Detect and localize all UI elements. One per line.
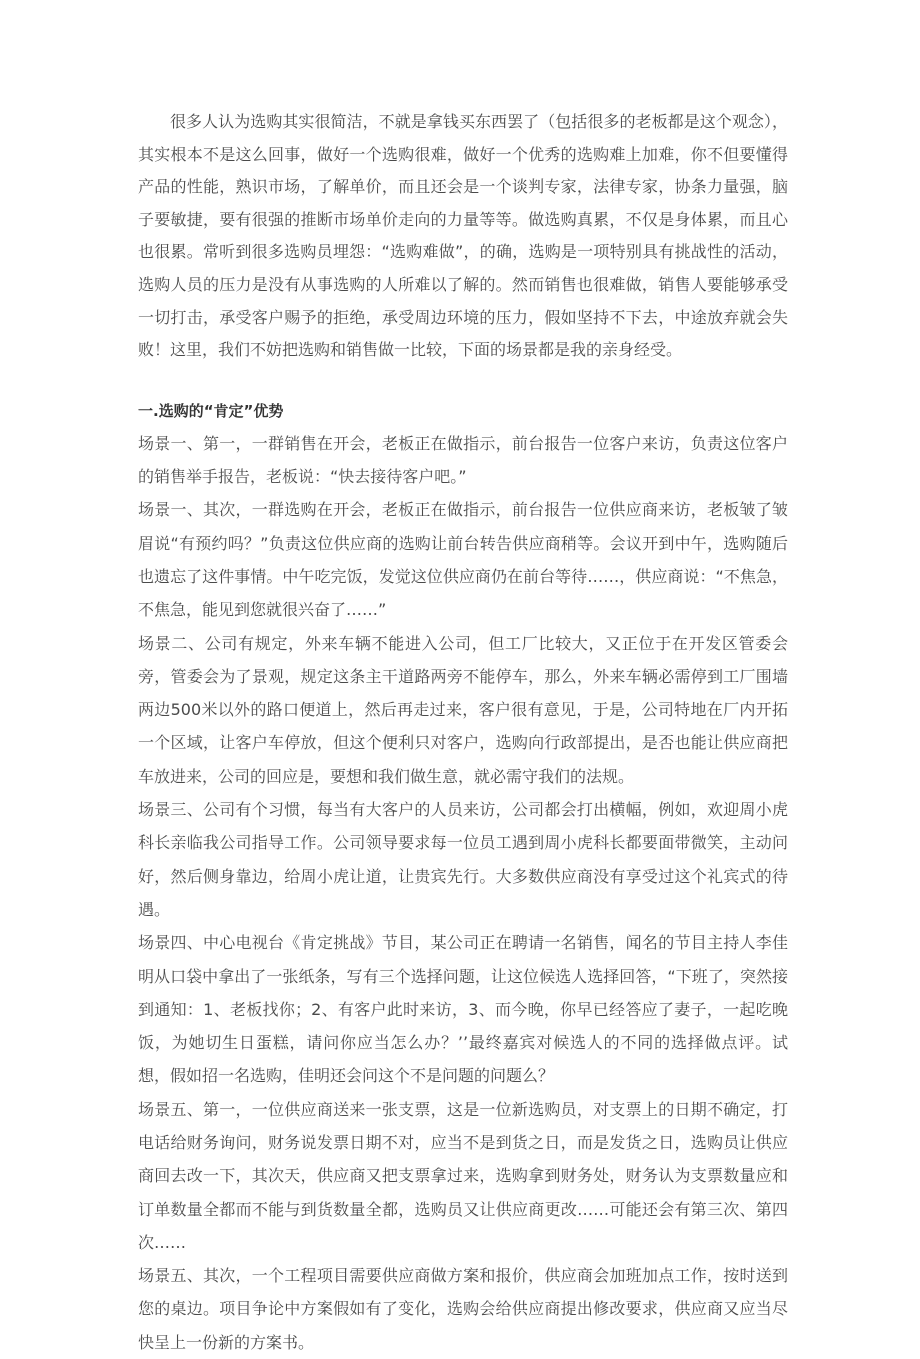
- scene-1b-paragraph: 场景一、其次，一群选购在开会，老板正在做指示，前台报告一位供应商来访，老板皱了皱眉说“有预约吗？”负责这位供应商的选购让前台转告供应商稍等。会议开到中午，选购随后也遗忘了这件事情。中午吃完饭，发觉这位供应商仍在前台等待……，供应商说：“不焦急，不焦急，能见到您就很兴奋了……”: [138, 500, 788, 620]
- scene-5b-paragraph: 场景五、其次，一个工程项目需要供应商做方案和报价，供应商会加班加点工作，按时送到您的桌边。项目争论中方案假如有了变化，选购会给供应商提出修改要求，供应商又应当尽快呈上一份新的方案书。: [138, 1266, 788, 1352]
- scene-2-paragraph: 场景二、公司有规定，外来车辆不能进入公司，但工厂比较大，又正位于在开发区管委会旁，管委会为了景观，规定这条主干道路两旁不能停车，那么，外来车辆必需停到工厂围墙两边500米以外的路口便道上，然后再走过来，客户很有意见，于是，公司特地在厂内开拓一个区域，让客户车停放，但这个便利只对客户，选购向行政部提出，是否也能让供应商把车放进来，公司的回应是，要想和我们做生意，就必需守我们的法规。: [138, 633, 788, 786]
- scene-5a-paragraph: 场景五、第一，一位供应商送来一张支票，这是一位新选购员，对支票上的日期不确定，打电话给财务询问，财务说发票日期不对，应当不是到货之日，而是发货之日，选购员让供应商回去改一下，其次天，供应商又把支票拿过来，选购拿到财务处，财务认为支票数量应和订单数量全都而不能与到货数量全都，选购员又让供应商更改……可能还会有第三次、第四次……: [138, 1099, 788, 1252]
- scene-1a-paragraph: 场景一、第一，一群销售在开会，老板正在做指示，前台报告一位客户来访，负责这位客户的销售举手报告，老板说：“快去接待客户吧。”: [138, 433, 788, 487]
- intro-paragraph: 很多人认为选购其实很简洁，不就是拿钱买东西罢了（包括很多的老板都是这个观念），其实根本不是这么回事，做好一个选购很难，做好一个优秀的选购难上加难，你不但要懂得产品的性能，熟识市场，了解单价，而且还会是一个谈判专家，法律专家，协条力量强，脑子要敏捷，要有很强的推断市场单价走向的力量等等。做选购真累，不仅是身体累，而且心也很累。常听到很多选购员埋怨：“选购难做”，的确，选购是一项特别具有挑战性的活动，选购人员的压力是没有从事选购的人所难以了解的。然而销售也很难做，销售人要能够承受一切打击，承受客户赐予的拒绝，承受周边环境的压力，假如坚持不下去，中途放弃就会失败！这里，我们不妨把选购和销售做一比较，下面的场景都是我的亲身经受。: [138, 112, 788, 360]
- document-body: [138, 106, 788, 1359]
- scene-3-paragraph: 场景三、公司有个习惯，每当有大客户的人员来访，公司都会打出横幅，例如，欢迎周小虎科长亲临我公司指导工作。公司领导要求每一位员工遇到周小虎科长都要面带微笑，主动问好，然后侧身靠边，给周小虎让道，让贵宾先行。大多数供应商没有享受过这个礼宾式的待遇。: [138, 800, 788, 919]
- scene-4-paragraph: 场景四、中心电视台《肯定挑战》节目，某公司正在聘请一名销售，闻名的节目主持人李佳明从口袋中拿出了一张纸条，写有三个选择问题，让这位候选人选择回答，“下班了，突然接到通知：1、老板找你；2、有客户此时来访，3、而今晚，你早已经答应了妻子，一起吃晚饭，为她切生日蛋糕，请问你应当怎么办？’’最终嘉宾对候选人的不同的选择做点评。试想，假如招一名选购，佳明还会问这个不是问题的问题么？: [138, 933, 788, 1086]
- section-heading: 一.选购的“肯定”优势: [138, 401, 284, 420]
